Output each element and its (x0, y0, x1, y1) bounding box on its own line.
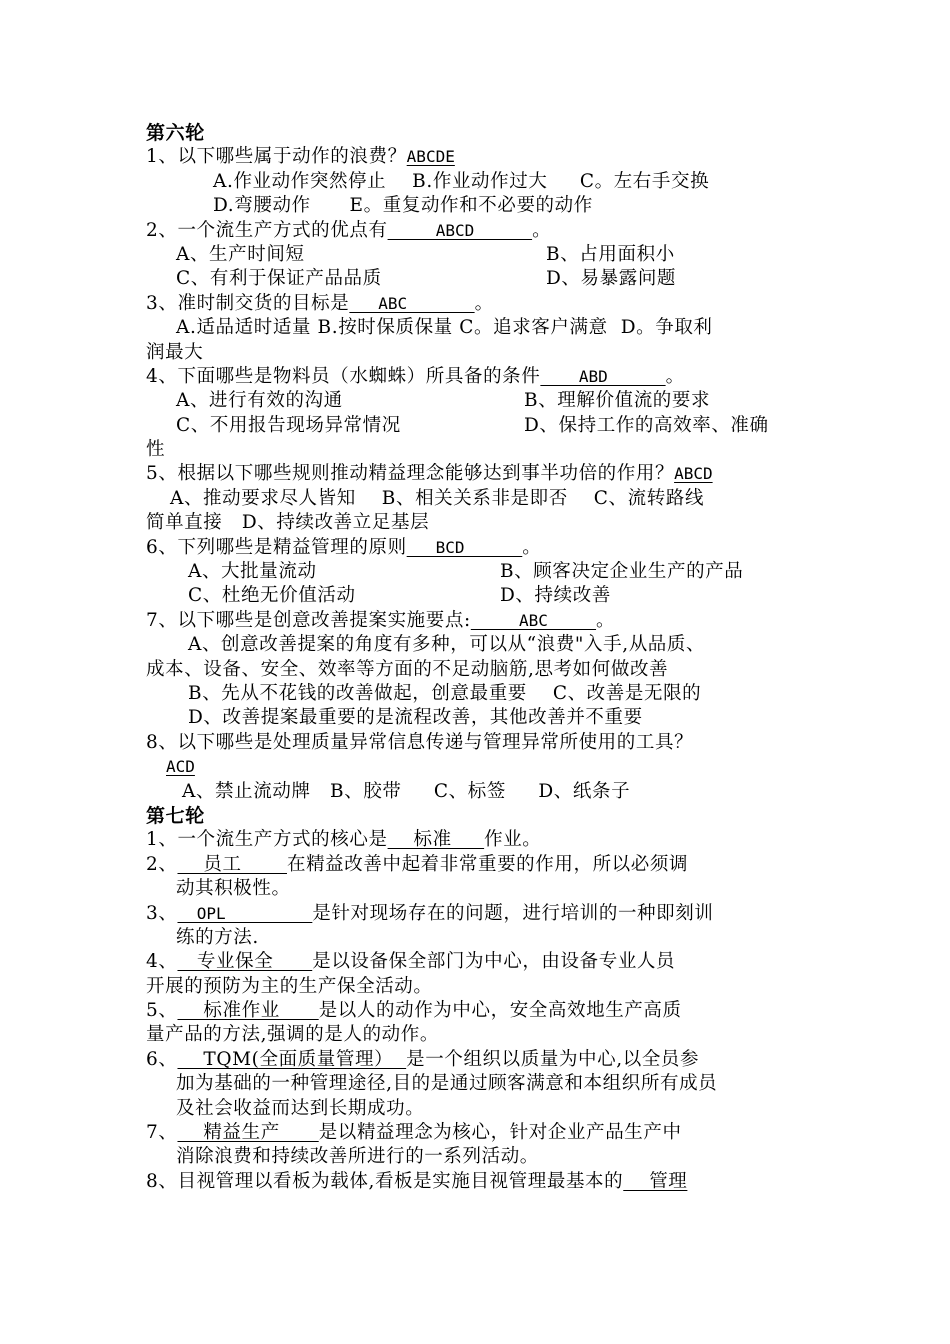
r7-q5-cont: 量产品的方法,强调的是人的动作。 (146, 1024, 439, 1046)
r6-q2-opt-c: C、有利于保证产品品质 (176, 268, 382, 290)
r6-q4-opt-d: D、保持工作的高效率、准确 (524, 414, 769, 436)
r7-q5 (146, 999, 810, 1023)
r6-q5-answer: ABCD (674, 464, 713, 484)
r6-q2-answer: ABCD (387, 220, 533, 240)
r7-q6-post: 是一个组织以质量为中心,以全员参 (406, 1048, 700, 1070)
r7-q2-answer: 员工 (177, 853, 287, 875)
r6-q4-post: 。 (665, 365, 685, 387)
r7-q4 (146, 950, 810, 974)
r6-q2-opt-a: A、生产时间短 (176, 243, 305, 265)
r6-q2-options-cd (146, 267, 810, 291)
r6-q4 (146, 365, 810, 389)
r6-q1 (146, 145, 810, 169)
r6-q5-options: A、推动要求尽人皆知 B、相关关系非是即否 C、流转路线 (170, 487, 705, 509)
r7-q5-pre: 5、 (146, 1000, 178, 1022)
r7-q5-post: 是以人的动作为中心，安全高效地生产高质 (318, 1000, 682, 1022)
r7-q6-cont-1: 加为基础的一种管理途径,目的是通过顾客满意和本组织所有成员 (176, 1073, 718, 1095)
r7-q3-cont: 练的方法. (176, 926, 259, 948)
r6-q7-opt-d: D、改善提案最重要的是流程改善，其他改善并不重要 (188, 707, 643, 729)
r7-q7-pre: 7、 (146, 1122, 178, 1144)
r6-q8: 8、以下哪些是处理质量异常信息传递与管理异常所使用的工具？ (146, 731, 694, 753)
r7-q7-post: 是以精益理念为核心，针对企业产品生产中 (318, 1122, 682, 1144)
r7-q2-cont: 动其积极性。 (176, 878, 291, 900)
r7-q1 (146, 828, 810, 852)
r6-q6-opt-b: B、顾客决定企业生产的产品 (500, 561, 744, 583)
r7-q7-cont: 消除浪费和持续改善所进行的一系列活动。 (176, 1146, 539, 1168)
r7-q1-pre: 1、一个流生产方式的核心是 (146, 829, 388, 851)
r6-q7-opt-bc: B、先从不花钱的改善做起，创意最重要 C、改善是无限的 (188, 682, 702, 704)
r7-q6 (146, 1048, 810, 1072)
r7-q8 (146, 1170, 810, 1194)
r7-q4-cont: 开展的预防为主的生产保全活动。 (146, 975, 433, 997)
r7-q3-answer: OPL (177, 903, 313, 923)
r6-q3-pre: 3、准时制交货的目标是 (146, 292, 350, 314)
r6-q6-post: 。 (522, 536, 542, 558)
r6-q6-answer: BCD (406, 537, 523, 557)
r7-q3-pre: 3、 (146, 902, 178, 924)
r6-q7 (146, 609, 810, 633)
r7-q6-cont-2: 及社会收益而达到长期成功。 (176, 1097, 425, 1119)
r6-q3-cont: 润最大 (146, 341, 204, 363)
r7-q4-answer: 专业保全 (177, 951, 313, 973)
r7-q6-answer: TQM(全面质量管理） (177, 1048, 407, 1070)
r6-q4-options-cd (146, 414, 810, 438)
r6-q8-answer: ACD (166, 757, 195, 777)
r6-q6 (146, 536, 810, 560)
r6-q1-text: 1、以下哪些属于动作的浪费？ (146, 146, 407, 168)
r7-q4-post: 是以设备保全部门为中心，由设备专业人员 (312, 951, 676, 973)
r7-q2-pre: 2、 (146, 853, 178, 875)
r6-q4-opt-c: C、不用报告现场异常情况 (176, 414, 401, 436)
r6-q5-cont: 简单直接 D、持续改善立足基层 (146, 512, 430, 534)
r6-q7-answer: ABC (470, 610, 597, 630)
r6-q2 (146, 219, 810, 243)
r6-q5-text: 5、根据以下哪些规则推动精益理念能够达到事半功倍的作用？ (146, 463, 675, 485)
r6-q4-pre: 4、下面哪些是物料员（水蜘蛛）所具备的条件 (146, 365, 541, 387)
r6-q3-options: A.适品适时适量 B.按时保质保量 C。追求客户满意 D。争取利 (176, 317, 713, 339)
r6-q2-post: 。 (532, 219, 552, 241)
r6-q3-post: 。 (474, 292, 494, 314)
r6-q6-options-ab (146, 560, 810, 584)
r6-q3-answer: ABC (349, 293, 475, 313)
r6-q6-pre: 6、下列哪些是精益管理的原则 (146, 536, 407, 558)
r6-q4-answer: ABD (540, 366, 666, 386)
r7-q3 (146, 902, 810, 926)
r6-q1-options-1: A.作业动作突然停止 B.作业动作过大 C。左右手交换 (213, 170, 710, 192)
r6-q1-answer: ABCDE (406, 147, 455, 167)
r7-q4-pre: 4、 (146, 951, 178, 973)
r6-q6-opt-a: A、大批量流动 (188, 561, 317, 583)
r6-q5 (146, 462, 810, 486)
r7-q8-answer: 管理 (623, 1170, 688, 1192)
r7-q5-answer: 标准作业 (177, 1000, 319, 1022)
round7-heading: 第七轮 (146, 804, 205, 827)
r6-q7-post: 。 (596, 609, 616, 631)
r6-q7-pre: 7、以下哪些是创意改善提案实施要点: (146, 609, 471, 631)
r7-q2-post: 在精益改善中起着非常重要的作用，所以必须调 (286, 853, 689, 875)
r6-q7-opt-a-cont: 成本、设备、安全、效率等方面的不足动脑筋,思考如何做改善 (146, 658, 669, 680)
r6-q3 (146, 292, 810, 316)
r6-q2-pre: 2、一个流生产方式的优点有 (146, 219, 388, 241)
r7-q7 (146, 1121, 810, 1145)
r6-q4-options-ab (146, 389, 810, 413)
r6-q1-options-2: D.弯腰动作 E。重复动作和不必要的动作 (213, 195, 593, 217)
r6-q2-options-ab (146, 243, 810, 267)
r6-q8-answer-line (146, 755, 810, 779)
r6-q6-opt-c: C、杜绝无价值活动 (188, 585, 356, 607)
r6-q4-opt-b: B、理解价值流的要求 (524, 390, 711, 412)
r6-q4-cont: 性 (146, 439, 166, 461)
r6-q8-options: A、禁止流动牌 B、胶带 C、标签 D、纸条子 (182, 780, 631, 802)
r6-q6-opt-d: D、持续改善 (500, 585, 611, 607)
r7-q1-answer: 标准 (387, 829, 485, 851)
r7-q7-answer: 精益生产 (177, 1122, 319, 1144)
r7-q6-pre: 6、 (146, 1048, 178, 1070)
r6-q6-options-cd (146, 584, 810, 608)
r6-q7-opt-a: A、创意改善提案的角度有多种，可以从“浪费"入手,从品质、 (188, 634, 706, 656)
r7-q1-post: 作业。 (484, 829, 542, 851)
r6-q4-opt-a: A、进行有效的沟通 (176, 390, 343, 412)
round6-heading: 第六轮 (146, 122, 205, 144)
r7-q8-pre: 8、目视管理以看板为载体,看板是实施目视管理最基本的 (146, 1170, 624, 1192)
r7-q2 (146, 853, 810, 877)
r6-q2-opt-b: B、占用面积小 (546, 243, 675, 265)
document-body (146, 121, 810, 1194)
r7-q3-post: 是针对现场存在的问题，进行培训的一种即刻训 (312, 902, 714, 924)
r6-q2-opt-d: D、易暴露问题 (546, 268, 677, 290)
